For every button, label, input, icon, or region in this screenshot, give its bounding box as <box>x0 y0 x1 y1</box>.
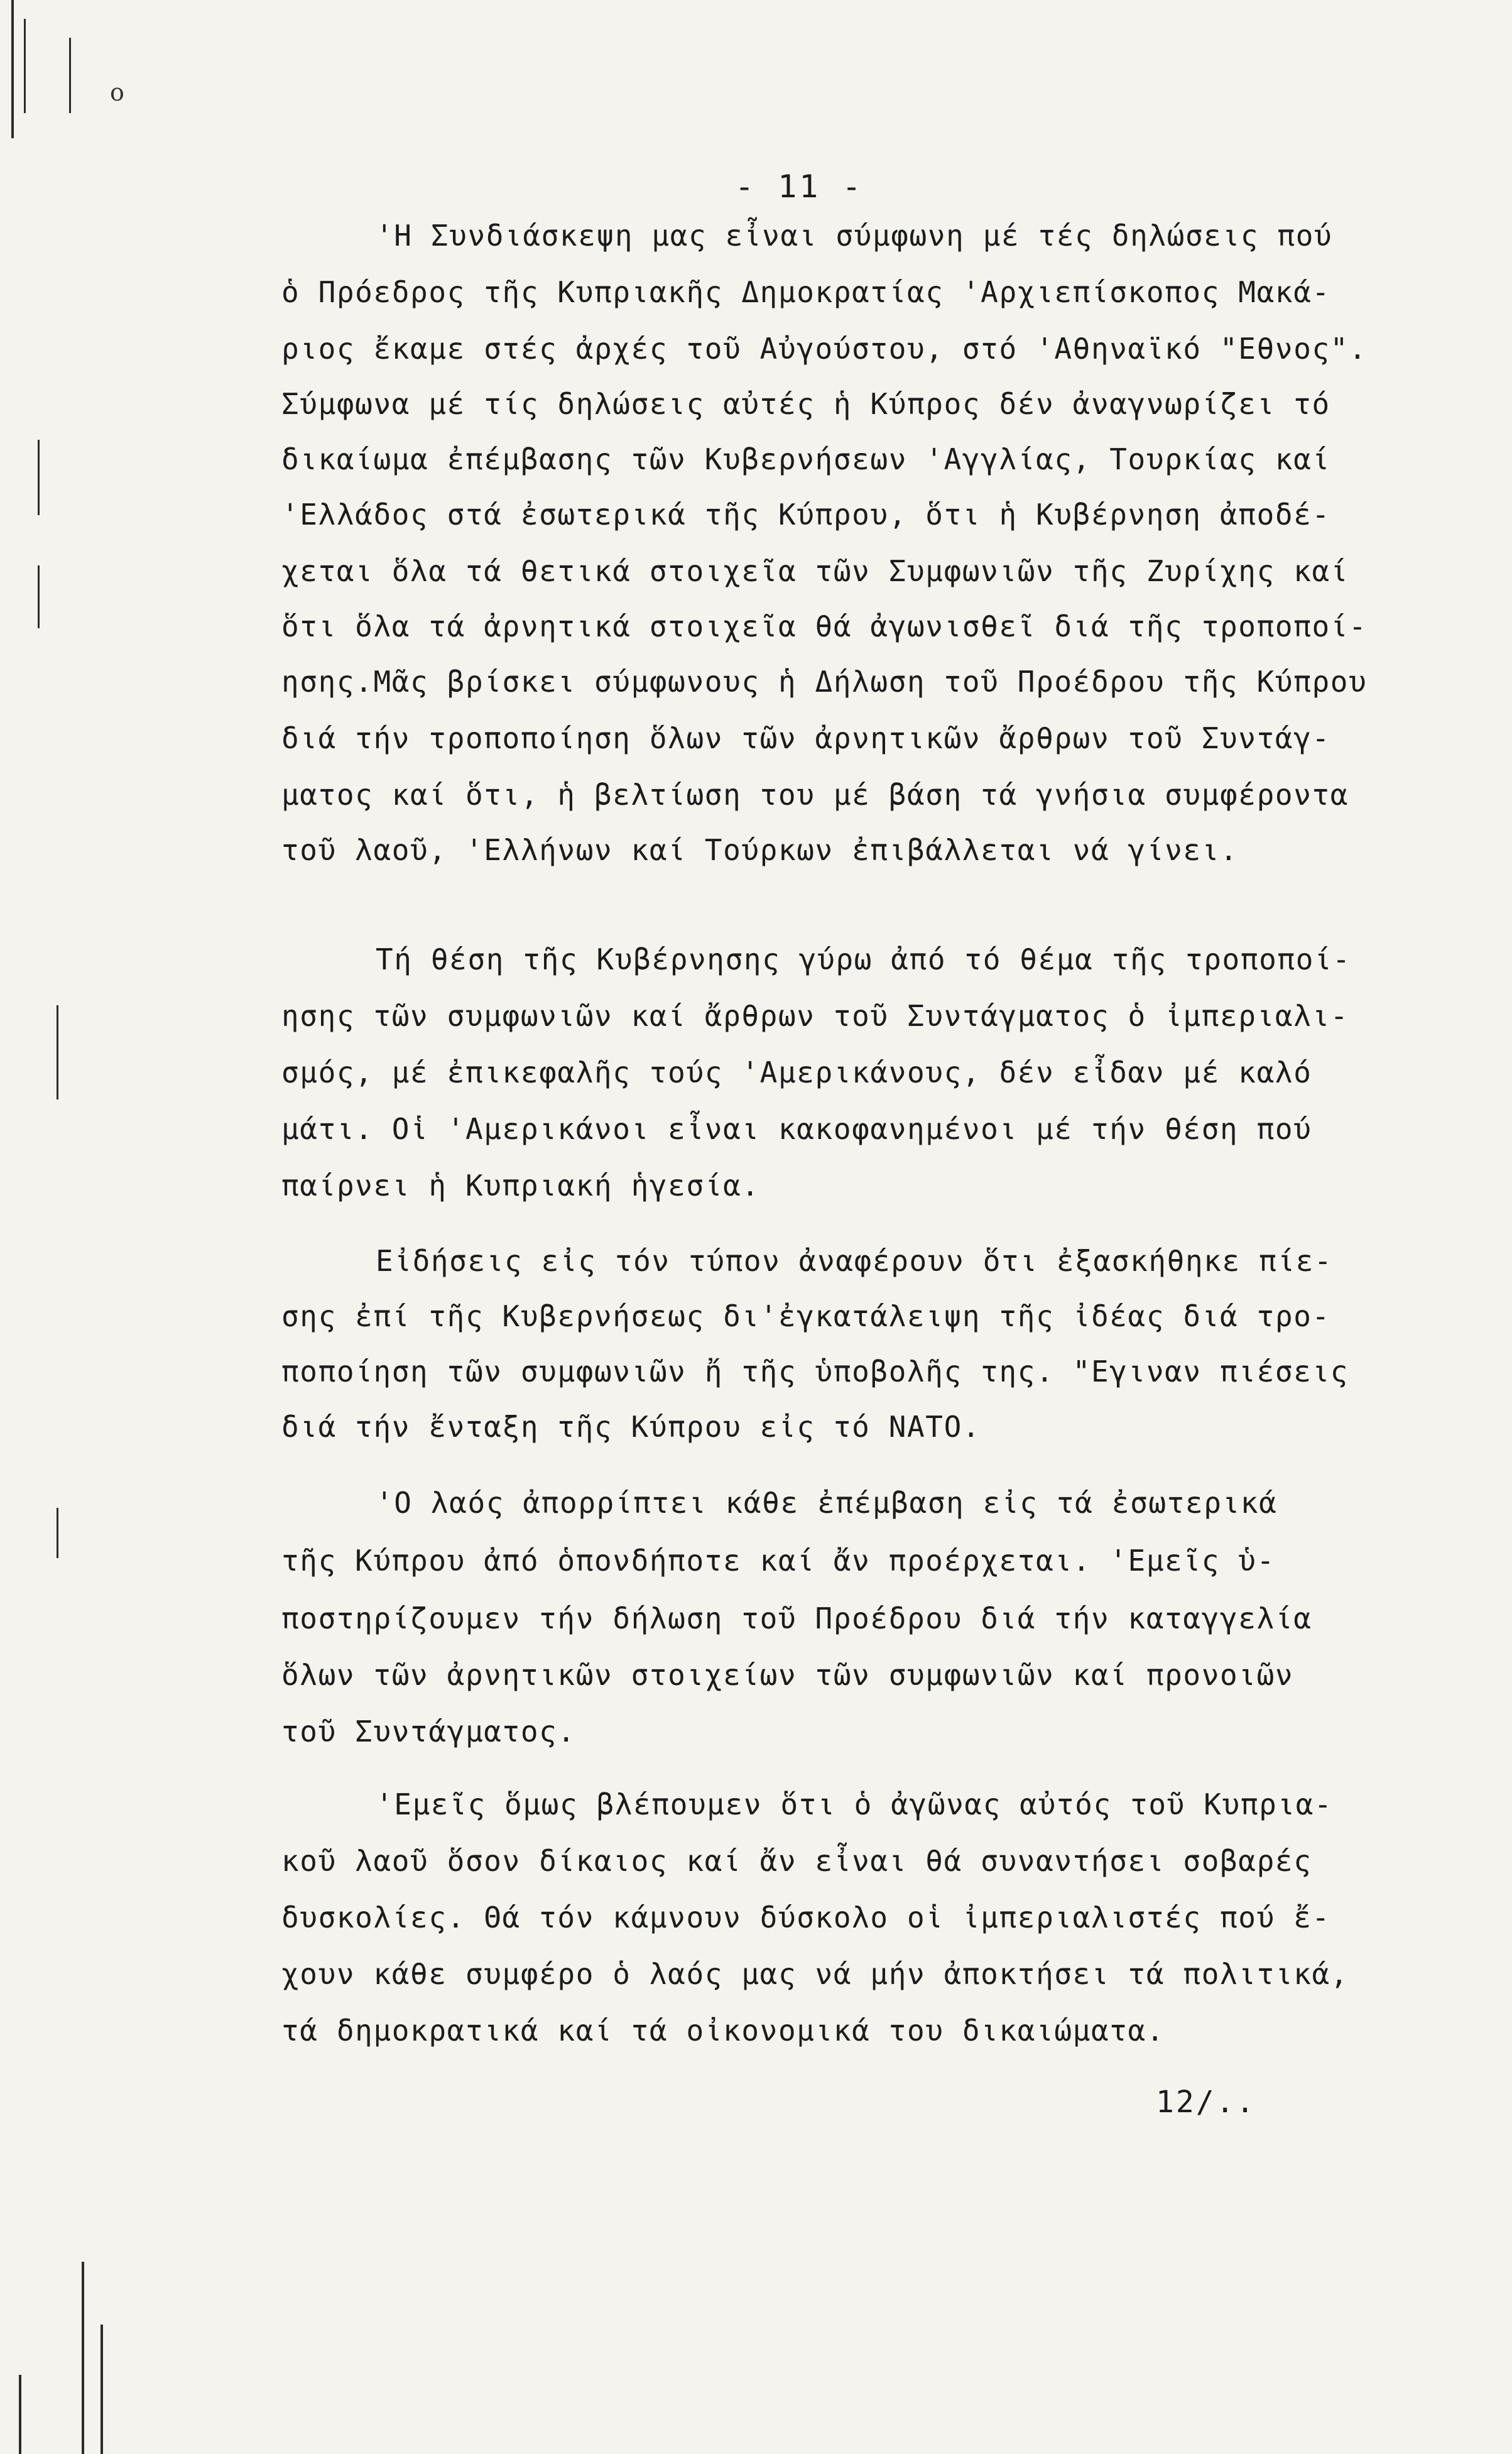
text-line: τά δημοκρατικά καί τά οἰκονομικά του δικαιώματα. <box>281 2014 1165 2048</box>
text-line: Εἰδήσεις εἰς τόν τύπον ἀναφέρουν ὅτι ἐξασκήθηκε πίε- <box>376 1244 1333 1278</box>
margin-mark <box>69 38 71 113</box>
margin-mark <box>101 2325 103 2454</box>
text-line: τοῦ λαοῦ, 'Ελλήνων καί Τούρκων ἐπιβάλλεται νά γίνει. <box>281 833 1239 867</box>
text-line: μάτι. Οἱ 'Αμερικάνοι εἶναι κακοφανημένοι μέ τήν θέση πού <box>281 1112 1312 1146</box>
text-line: διά τήν ἔνταξη τῆς Κύπρου εἰς τό ΝΑΤΟ. <box>281 1410 981 1444</box>
text-line: ριος ἔκαμε στές ἀρχές τοῦ Αὐγούστου, στό 'Αθηναϊκό "Εθνος". <box>281 332 1368 366</box>
margin-mark <box>82 2262 84 2454</box>
continuation-marker: 12/.. <box>1156 2085 1256 2120</box>
text-line: ησης τῶν συμφωνιῶν καί ἄρθρων τοῦ Συντάγματος ὁ ἰμπεριαλι- <box>281 999 1349 1033</box>
margin-mark <box>24 19 26 113</box>
text-line: τῆς Κύπρου ἀπό ὁπονδήποτε καί ἄν προέρχεται. 'Εμεῖς ὑ- <box>281 1544 1275 1578</box>
margin-mark <box>11 0 14 138</box>
text-line: ὁ Πρόεδρος τῆς Κυπριακῆς Δημοκρατίας 'Αρχιεπίσκοπος Μακά- <box>281 275 1330 309</box>
text-line: 'Ελλάδος στά ἐσωτερικά τῆς Κύπρου, ὅτι ἡ Κυβέρνηση ἀποδέ- <box>281 498 1330 532</box>
text-line: Σύμφωνα μέ τίς δηλώσεις αὐτές ἡ Κύπρος δέν ἀναγνωρίζει τό <box>281 387 1330 421</box>
text-line: ὅτι ὅλα τά ἀρνητικά στοιχεῖα θά ἀγωνισθεῖ διά τῆς τροποποί- <box>281 609 1368 643</box>
text-line: ματος καί ὅτι, ἡ βελτίωση του μέ βάση τά γνήσια συμφέροντα <box>281 778 1349 812</box>
text-line: σης ἐπί τῆς Κυβερνήσεως δι'ἐγκατάλειψη τῆς ἰδέας διά τρο- <box>281 1299 1330 1333</box>
margin-doodle: ο <box>110 79 124 106</box>
margin-mark <box>57 1508 58 1558</box>
margin-mark <box>57 1005 58 1099</box>
text-line: ποποίηση τῶν συμφωνιῶν ἤ τῆς ὑποβολῆς της. "Εγιναν πιέσεις <box>281 1355 1349 1388</box>
margin-mark <box>19 2375 21 2454</box>
page-number: - 11 - <box>735 168 864 205</box>
margin-mark <box>38 565 40 628</box>
text-line: ησης.Μᾶς βρίσκει σύμφωνους ἡ Δήλωση τοῦ Προέδρου τῆς Κύπρου <box>281 665 1368 699</box>
text-line: 'Ο λαός ἀπορρίπτει κάθε ἐπέμβαση εἰς τά ἐσωτερικά <box>376 1486 1278 1520</box>
text-line: παίρνει ἡ Κυπριακή ἡγεσία. <box>281 1169 760 1202</box>
text-line: χουν κάθε συμφέρο ὁ λαός μας νά μήν ἀποκτήσει τά πολιτικά, <box>281 1957 1349 1991</box>
text-line: 'Η Συνδιάσκεψη μας εἶναι σύμφωνη μέ τές δηλώσεις πού <box>376 219 1333 253</box>
margin-mark <box>38 440 40 515</box>
text-line: κοῦ λαοῦ ὅσον δίκαιος καί ἄν εἶναι θά συναντήσει σοβαρές <box>281 1844 1312 1878</box>
text-line: Τή θέση τῆς Κυβέρνησης γύρω ἀπό τό θέμα τῆς τροποποί- <box>376 942 1351 976</box>
text-line: 'Εμεῖς ὅμως βλέπουμεν ὅτι ὁ ἀγῶνας αὐτός τοῦ Κυπρια- <box>376 1787 1333 1821</box>
text-line: τοῦ Συντάγματος. <box>281 1715 576 1748</box>
text-line: δυσκολίες. Θά τόν κάμνουν δύσκολο οἱ ἰμπεριαλιστές πού ἔ- <box>281 1900 1330 1934</box>
text-line: χεται ὅλα τά θετικά στοιχεῖα τῶν Συμφωνιῶν τῆς Ζυρίχης καί <box>281 554 1349 588</box>
text-line: ποστηρίζουμεν τήν δήλωση τοῦ Προέδρου διά τήν καταγγελία <box>281 1601 1312 1635</box>
text-line: σμός, μέ ἐπικεφαλῆς τούς 'Αμερικάνους, δέν εἶδαν μέ καλό <box>281 1055 1312 1089</box>
text-line: δικαίωμα ἐπέμβασης τῶν Κυβερνήσεων 'Αγγλίας, Τουρκίας καί <box>281 442 1330 476</box>
text-line: διά τήν τροποποίηση ὅλων τῶν ἀρνητικῶν ἄρθρων τοῦ Συντάγ- <box>281 721 1330 755</box>
text-line: ὅλων τῶν ἀρνητικῶν στοιχείων τῶν συμφωνιῶν καί προνοιῶν <box>281 1658 1294 1692</box>
